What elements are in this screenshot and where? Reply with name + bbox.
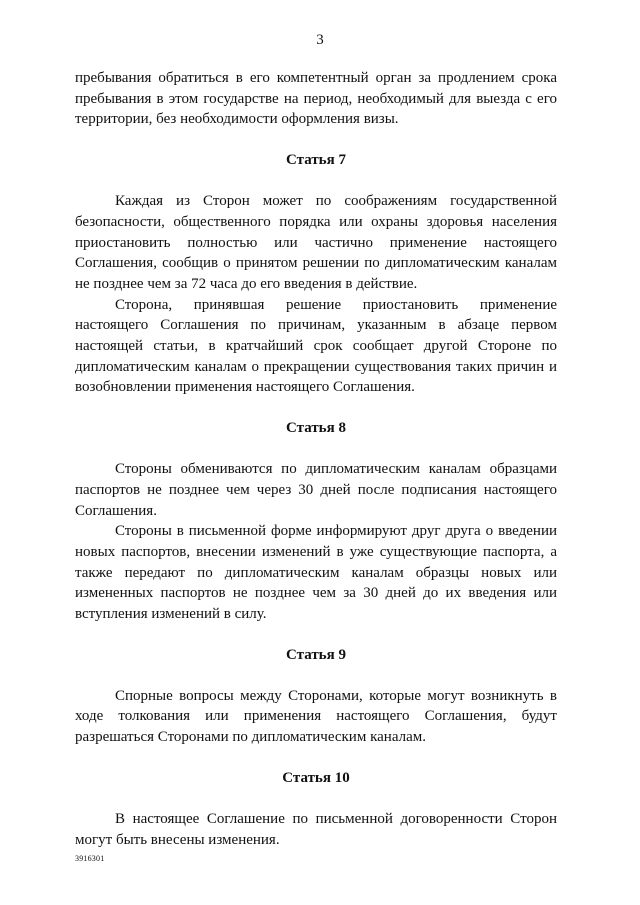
article-10-paragraph-1: В настоящее Соглашение по письменной договоренности Сторон могут быть внесены изменения. bbox=[75, 810, 557, 848]
page-number: 3 bbox=[316, 32, 324, 48]
article-9-paragraph-1: Спорные вопросы между Сторонами, которые могут возникнуть в ходе толкования или применения настоящего Соглашения, будут разрешаться Сторонами по дипломатическим каналам. bbox=[75, 687, 557, 746]
article-9-heading: Статья 9 bbox=[286, 646, 346, 663]
article-10-heading: Статья 10 bbox=[282, 769, 350, 786]
article-7-paragraph-1: Каждая из Сторон может по соображениям государственной безопасности, общественного порядка или охраны здоровья населения приостановить полностью или частично применение настоящего Соглашения, сообщив о принятом решении по дипломатическим каналам не позднее чем за 72 часа до его введения в действие. bbox=[75, 193, 557, 292]
article-7-paragraph-2: Сторона, принявшая решение приостановить применение настоящего Соглашения по причинам, указанным в абзаце первом настоящей статьи, в кратчайший срок сообщает другой Стороне по дипломатическим каналам о прекращении существования таких причин и возобновлении применения настоящего Соглашения. bbox=[75, 296, 557, 396]
paragraph-continuation: пребывания обратиться в его компетентный орган за продлением срока пребывания в этом государстве на период, необходимый для выезда с его территории, без необходимости оформления визы. bbox=[75, 70, 557, 128]
document-code: 3916301 bbox=[75, 854, 105, 863]
document-body bbox=[75, 68, 557, 850]
article-8-heading: Статья 8 bbox=[286, 420, 346, 437]
article-8-paragraph-2: Стороны в письменной форме информируют друг друга о введении новых паспортов, внесении изменений в уже существующие паспорта, а также передают по дипломатическим каналам образцы новых или измененных паспортов не позднее чем за 30 дней до их введения или вступления изменений в силу. bbox=[75, 523, 557, 623]
article-8-paragraph-1: Стороны обмениваются по дипломатическим каналам образцами паспортов не позднее чем через 30 дней после подписания настоящего Соглашения. bbox=[75, 461, 557, 519]
article-7-heading: Статья 7 bbox=[286, 152, 346, 169]
